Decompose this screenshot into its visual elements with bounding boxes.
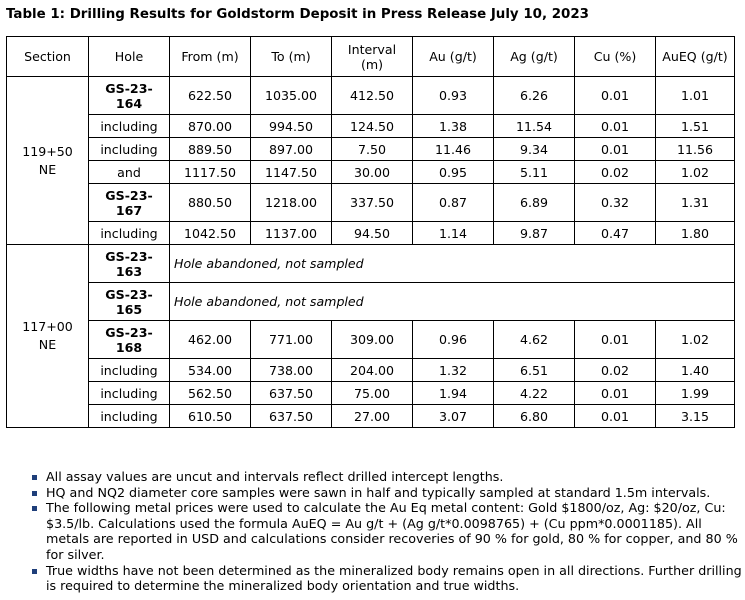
aueq-cell: 3.15 — [656, 405, 735, 428]
to-cell: 994.50 — [251, 115, 332, 138]
hole-cell — [89, 283, 170, 321]
header-au: Au (g/t) — [413, 37, 494, 77]
header-hole: Hole — [89, 37, 170, 77]
au-cell: 0.96 — [413, 321, 494, 359]
to-cell: 1137.00 — [251, 222, 332, 245]
ag-cell: 6.80 — [494, 405, 575, 428]
to-cell: 897.00 — [251, 138, 332, 161]
interval-cell: 337.50 — [332, 184, 413, 222]
note-item — [30, 469, 742, 485]
header-interval-line1: Interval — [347, 41, 397, 57]
aueq-cell: 1.40 — [656, 359, 735, 382]
header-ag: Ag (g/t) — [494, 37, 575, 77]
interval-cell: 309.00 — [332, 321, 413, 359]
table-row — [7, 245, 735, 283]
table-row — [7, 382, 735, 405]
cu-cell: 0.47 — [575, 222, 656, 245]
notes-list — [30, 469, 742, 594]
section-cell — [7, 245, 89, 428]
table-title: Table 1: Drilling Results for Goldstorm Deposit in Press Release July 10, 2023 — [6, 7, 589, 22]
hole-cell — [89, 321, 170, 359]
hole-cell — [89, 184, 170, 222]
table-row — [7, 321, 735, 359]
to-cell: 771.00 — [251, 321, 332, 359]
interval-cell: 7.50 — [332, 138, 413, 161]
square-bullet-icon — [32, 491, 37, 496]
hole-id-line1: GS-23- — [105, 80, 153, 96]
interval-cell: 124.50 — [332, 115, 413, 138]
section-name-line2: NE — [38, 337, 57, 352]
hole-cell: including — [89, 222, 170, 245]
table-row — [7, 184, 735, 222]
aueq-cell: 1.01 — [656, 77, 735, 115]
aueq-cell: 1.02 — [656, 161, 735, 184]
hole-id-line1: GS-23- — [105, 248, 153, 264]
interval-cell: 27.00 — [332, 405, 413, 428]
from-cell: 562.50 — [170, 382, 251, 405]
from-cell: 610.50 — [170, 405, 251, 428]
au-cell: 1.32 — [413, 359, 494, 382]
note-text: True widths have not been determined as the mineralized body remains open in all directions. Further drilling is required to determine the mineralized body orientation and true widths. — [46, 562, 742, 594]
table-row — [7, 77, 735, 115]
cu-cell: 0.01 — [575, 77, 656, 115]
square-bullet-icon — [32, 569, 37, 574]
from-cell: 1117.50 — [170, 161, 251, 184]
to-cell: 1218.00 — [251, 184, 332, 222]
note-item — [30, 500, 742, 562]
section-cell — [7, 77, 89, 245]
header-from: From (m) — [170, 37, 251, 77]
table-row — [7, 283, 735, 321]
header-interval — [332, 37, 413, 77]
from-cell: 462.00 — [170, 321, 251, 359]
ag-cell: 6.51 — [494, 359, 575, 382]
au-cell: 11.46 — [413, 138, 494, 161]
hole-id-line2: 163 — [115, 263, 143, 279]
note-text: HQ and NQ2 diameter core samples were sawn in half and typically sampled at standard 1.5m intervals. — [46, 484, 711, 500]
hole-cell: including — [89, 405, 170, 428]
cu-cell: 0.02 — [575, 359, 656, 382]
au-cell: 0.95 — [413, 161, 494, 184]
ag-cell: 9.34 — [494, 138, 575, 161]
header-row — [7, 37, 735, 77]
interval-cell: 94.50 — [332, 222, 413, 245]
ag-cell: 4.22 — [494, 382, 575, 405]
hole-cell: including — [89, 138, 170, 161]
hole-id-line2: 168 — [115, 339, 143, 355]
header-to: To (m) — [251, 37, 332, 77]
note-text: The following metal prices were used to calculate the Au Eq metal content: Gold $1800/oz, Ag: $20/oz, Cu: $3.5/lb. Calculations used the formula AuEQ = Au g/t + (Ag g/t*0.0098765) + (Cu ppm*0.0001185). All metals are reported in USD and calculations consider recoveries of 90 % for gold, 80 % for copper, and 80 % for silver. — [46, 500, 738, 562]
from-cell: 534.00 — [170, 359, 251, 382]
aueq-cell: 1.02 — [656, 321, 735, 359]
to-cell: 738.00 — [251, 359, 332, 382]
note-item — [30, 485, 742, 501]
hole-id-line1: GS-23- — [105, 286, 153, 302]
au-cell: 0.93 — [413, 77, 494, 115]
aueq-cell: 11.56 — [656, 138, 735, 161]
to-cell: 1035.00 — [251, 77, 332, 115]
table-row — [7, 405, 735, 428]
header-section: Section — [7, 37, 89, 77]
from-cell: 880.50 — [170, 184, 251, 222]
to-cell: 637.50 — [251, 382, 332, 405]
hole-cell: including — [89, 382, 170, 405]
au-cell: 3.07 — [413, 405, 494, 428]
row-note: Hole abandoned, not sampled — [170, 283, 735, 321]
table-row — [7, 222, 735, 245]
interval-cell: 30.00 — [332, 161, 413, 184]
cu-cell: 0.02 — [575, 161, 656, 184]
interval-cell: 75.00 — [332, 382, 413, 405]
table-row — [7, 138, 735, 161]
au-cell: 1.14 — [413, 222, 494, 245]
cu-cell: 0.01 — [575, 321, 656, 359]
header-interval-line2: (m) — [360, 56, 384, 72]
hole-cell: including — [89, 359, 170, 382]
aueq-cell: 1.51 — [656, 115, 735, 138]
au-cell: 1.38 — [413, 115, 494, 138]
from-cell: 622.50 — [170, 77, 251, 115]
table-row — [7, 161, 735, 184]
aueq-cell: 1.99 — [656, 382, 735, 405]
section-name-line2: NE — [38, 161, 57, 177]
table-row — [7, 359, 735, 382]
section-name-line1: 119+50 — [22, 143, 73, 159]
hole-cell — [89, 77, 170, 115]
ag-cell: 6.89 — [494, 184, 575, 222]
au-cell: 0.87 — [413, 184, 494, 222]
cu-cell: 0.01 — [575, 382, 656, 405]
hole-id-line1: GS-23- — [105, 187, 153, 203]
square-bullet-icon — [32, 475, 37, 480]
from-cell: 889.50 — [170, 138, 251, 161]
section-name-line1: 117+00 — [22, 319, 73, 334]
square-bullet-icon — [32, 506, 37, 511]
row-note: Hole abandoned, not sampled — [170, 245, 735, 283]
au-cell: 1.94 — [413, 382, 494, 405]
cu-cell: 0.01 — [575, 405, 656, 428]
ag-cell: 9.87 — [494, 222, 575, 245]
header-cu: Cu (%) — [575, 37, 656, 77]
to-cell: 1147.50 — [251, 161, 332, 184]
hole-id-line2: 165 — [115, 301, 143, 317]
from-cell: 1042.50 — [170, 222, 251, 245]
ag-cell: 4.62 — [494, 321, 575, 359]
interval-cell: 412.50 — [332, 77, 413, 115]
ag-cell: 5.11 — [494, 161, 575, 184]
interval-cell: 204.00 — [332, 359, 413, 382]
hole-cell: including — [89, 115, 170, 138]
header-aueq: AuEQ (g/t) — [656, 37, 735, 77]
cu-cell: 0.01 — [575, 138, 656, 161]
hole-id-line2: 164 — [115, 95, 143, 111]
hole-id-line1: GS-23- — [105, 324, 153, 340]
aueq-cell: 1.31 — [656, 184, 735, 222]
cu-cell: 0.01 — [575, 115, 656, 138]
note-text: All assay values are uncut and intervals reflect drilled intercept lengths. — [46, 469, 504, 484]
table-row — [7, 115, 735, 138]
from-cell: 870.00 — [170, 115, 251, 138]
cu-cell: 0.32 — [575, 184, 656, 222]
aueq-cell: 1.80 — [656, 222, 735, 245]
note-item — [30, 563, 742, 594]
drilling-results-table — [6, 36, 735, 428]
table-body — [7, 77, 735, 428]
ag-cell: 6.26 — [494, 77, 575, 115]
hole-id-line2: 167 — [115, 202, 143, 218]
hole-cell — [89, 245, 170, 283]
ag-cell: 11.54 — [494, 115, 575, 138]
to-cell: 637.50 — [251, 405, 332, 428]
hole-cell: and — [89, 161, 170, 184]
